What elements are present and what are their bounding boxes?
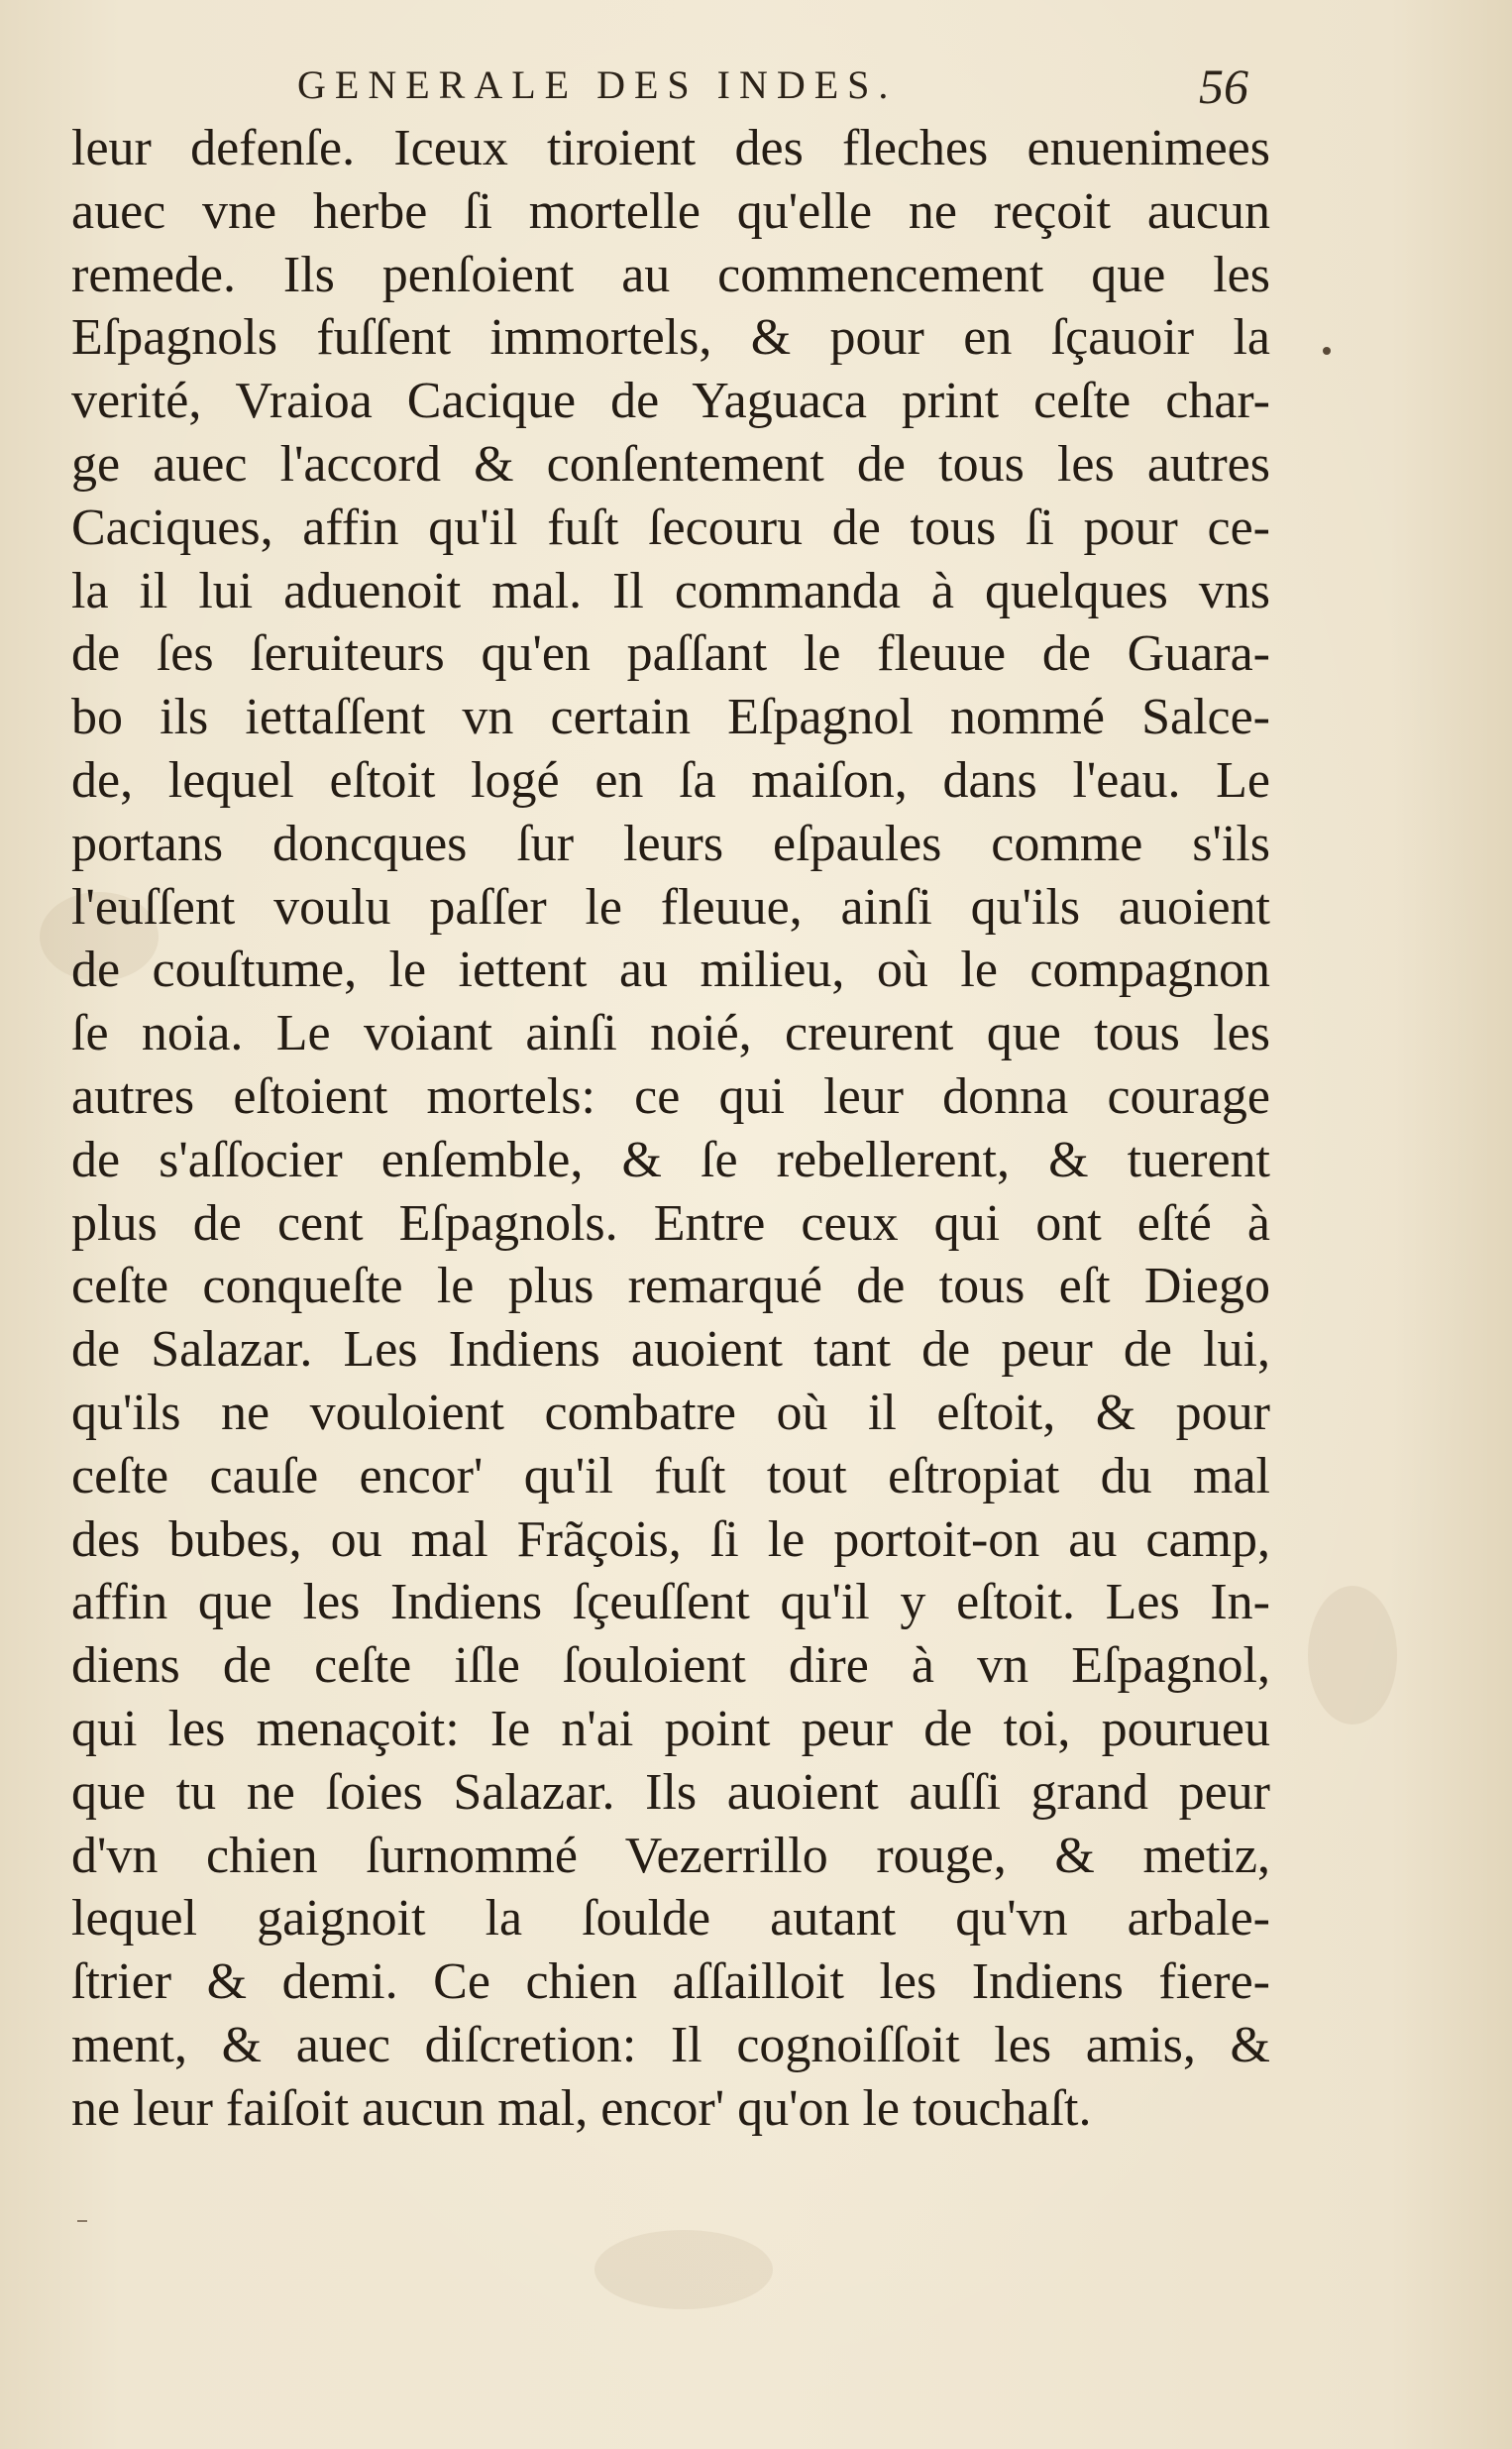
text-line: leur defenſe. Iceux tiroient des fleches enuenimees <box>71 120 1270 176</box>
text-line: d'vn chien ſurnommé Vezerrillo rouge, & metiz, <box>71 1827 1270 1884</box>
text-line: Eſpagnols fuſſent immortels, & pour en ſçauoir la <box>71 309 1270 367</box>
text-line: affin que les Indiens ſçeuſſent qu'il y eſtoit. Les In- <box>71 1574 1270 1631</box>
text-line: de ſes ſeruiteurs qu'en paſſant le fleuue de Guara- <box>71 625 1270 683</box>
paper-stain <box>594 2230 773 2309</box>
text-line: ne leur faiſoit aucun mal, encor' qu'on le touchaſt. <box>71 2079 1092 2137</box>
text-line: l'euſſent voulu paſſer le fleuue, ainſi qu'ils auoient <box>71 878 1270 936</box>
text-line: qui les menaçoit: Ie n'ai point peur de toi, pourueu <box>71 1700 1270 1757</box>
text-line: ceſte conqueſte le plus remarqué de tous eſt Diego <box>71 1258 1270 1315</box>
margin-dot <box>1323 347 1331 355</box>
text-line: Caciques, affin qu'il fuſt ſecouru de tous ſi pour ce- <box>71 499 1270 556</box>
text-line: ceſte cauſe encor' qu'il fuſt tout eſtropiat du mal <box>71 1447 1270 1504</box>
text-line: ſtrier & demi. Ce chien aſſailloit les Indiens fiere- <box>71 1953 1270 2011</box>
text-line: de s'aſſocier enſemble, & ſe rebellerent, & tuerent <box>71 1131 1270 1188</box>
text-line: auec vne herbe ſi mortelle qu'elle ne reçoit aucun <box>71 182 1270 240</box>
text-line: plus de cent Eſpagnols. Entre ceux qui ont eſté à <box>71 1194 1270 1252</box>
text-line: remede. Ils penſoient au commencement que les <box>71 246 1270 303</box>
text-line: autres eſtoient mortels: ce qui leur donna courage <box>71 1067 1270 1125</box>
text-line: diens de ceſte iſle ſouloient dire à vn Eſpagnol, <box>71 1637 1270 1695</box>
text-line: que tu ne ſoies Salazar. Ils auoient auſſi grand peur <box>71 1763 1270 1821</box>
running-title: GENERALE DES INDES. <box>297 62 898 107</box>
text-line: bo ils iettaſſent vn certain Eſpagnol nommé Salce- <box>71 689 1270 746</box>
paper-stain <box>1308 1586 1397 1725</box>
page-smudge <box>77 2220 87 2222</box>
text-line: portans doncques ſur leurs eſpaules comme s'ils <box>71 815 1270 872</box>
text-line: qu'ils ne vouloient combatre où il eſtoit, & pour <box>71 1384 1270 1441</box>
text-line: lequel gaignoit la ſoulde autant qu'vn arbale- <box>71 1890 1270 1948</box>
text-line: la il lui aduenoit mal. Il commanda à quelques vns <box>71 562 1270 619</box>
text-line: de couſtume, le iettent au milieu, où le compagnon <box>71 942 1270 999</box>
text-line: de, lequel eſtoit logé en ſa maiſon, dans l'eau. Le <box>71 751 1270 809</box>
body-text <box>71 117 1270 2141</box>
page-number: 56 <box>1199 58 1248 114</box>
text-line: ment, & auec diſcretion: Il cognoiſſoit les amis, & <box>71 2016 1270 2073</box>
text-line: ſe noia. Le voiant ainſi noié, creurent que tous les <box>71 1005 1270 1062</box>
text-line: verité, Vraioa Cacique de Yaguaca print ceſte char- <box>71 373 1270 430</box>
text-line: ge auec l'accord & conſentement de tous les autres <box>71 435 1270 493</box>
text-line: de Salazar. Les Indiens auoient tant de peur de lui, <box>71 1321 1270 1379</box>
text-line: des bubes, ou mal Frãçois, ſi le portoit-on au camp, <box>71 1510 1270 1568</box>
